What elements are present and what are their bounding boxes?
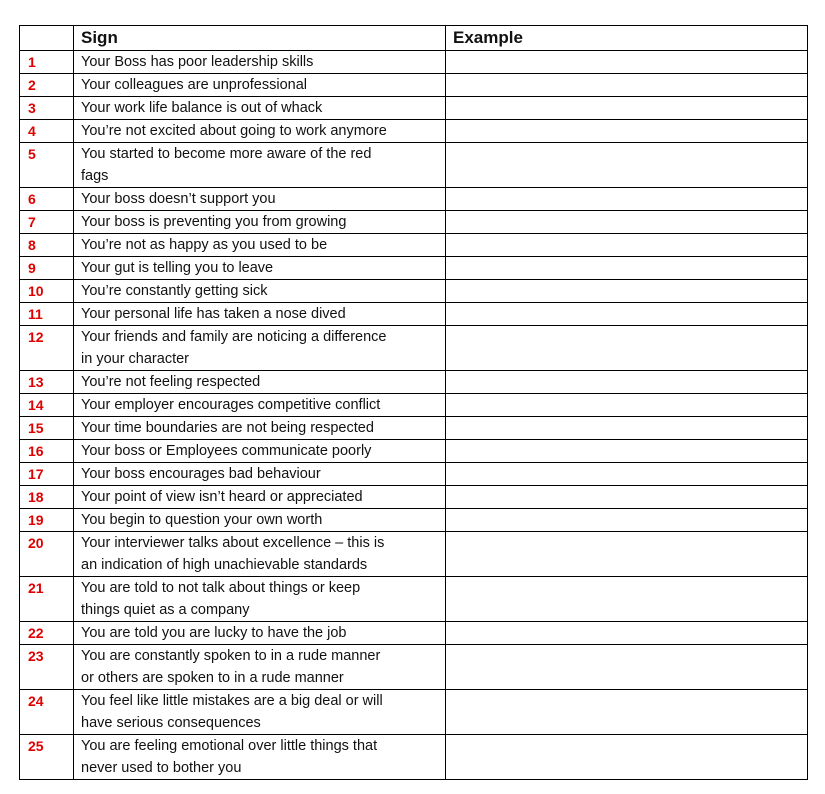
table-row bbox=[20, 143, 808, 188]
row-number: 22 bbox=[20, 622, 74, 645]
table-row bbox=[20, 690, 808, 735]
signs-table bbox=[19, 25, 808, 780]
table-row bbox=[20, 440, 808, 463]
table-row bbox=[20, 532, 808, 577]
table-row bbox=[20, 394, 808, 417]
example-cell[interactable] bbox=[446, 509, 808, 532]
row-number: 12 bbox=[20, 326, 74, 371]
table-row bbox=[20, 622, 808, 645]
sign-cell: Your work life balance is out of whack bbox=[74, 97, 446, 120]
row-number: 11 bbox=[20, 303, 74, 326]
row-number: 23 bbox=[20, 645, 74, 690]
row-number: 7 bbox=[20, 211, 74, 234]
example-cell[interactable] bbox=[446, 234, 808, 257]
table-row bbox=[20, 51, 808, 74]
row-number: 9 bbox=[20, 257, 74, 280]
row-number: 17 bbox=[20, 463, 74, 486]
example-cell[interactable] bbox=[446, 735, 808, 780]
row-number: 20 bbox=[20, 532, 74, 577]
example-cell[interactable] bbox=[446, 280, 808, 303]
row-number: 3 bbox=[20, 97, 74, 120]
table-row bbox=[20, 257, 808, 280]
sign-cell: You are feeling emotional over little things that never used to bother you bbox=[74, 735, 446, 780]
table-row bbox=[20, 120, 808, 143]
sign-cell: You started to become more aware of the red fags bbox=[74, 143, 446, 188]
example-cell[interactable] bbox=[446, 257, 808, 280]
table-row bbox=[20, 234, 808, 257]
row-number: 18 bbox=[20, 486, 74, 509]
sign-cell: Your boss doesn’t support you bbox=[74, 188, 446, 211]
table-row bbox=[20, 326, 808, 371]
example-cell[interactable] bbox=[446, 486, 808, 509]
example-cell[interactable] bbox=[446, 97, 808, 120]
sign-cell: Your time boundaries are not being respected bbox=[74, 417, 446, 440]
table-row bbox=[20, 463, 808, 486]
sign-cell: You are told to not talk about things or keep things quiet as a company bbox=[74, 577, 446, 622]
sign-cell: You are told you are lucky to have the job bbox=[74, 622, 446, 645]
table-row bbox=[20, 303, 808, 326]
table-row bbox=[20, 509, 808, 532]
table-row bbox=[20, 371, 808, 394]
example-cell[interactable] bbox=[446, 394, 808, 417]
row-number: 25 bbox=[20, 735, 74, 780]
example-cell[interactable] bbox=[446, 51, 808, 74]
example-cell[interactable] bbox=[446, 371, 808, 394]
table-row bbox=[20, 211, 808, 234]
sign-cell: Your Boss has poor leadership skills bbox=[74, 51, 446, 74]
example-cell[interactable] bbox=[446, 417, 808, 440]
sign-cell: Your employer encourages competitive conflict bbox=[74, 394, 446, 417]
header-row bbox=[20, 26, 808, 51]
example-cell[interactable] bbox=[446, 622, 808, 645]
sign-cell: You are constantly spoken to in a rude manner or others are spoken to in a rude manner bbox=[74, 645, 446, 690]
row-number: 14 bbox=[20, 394, 74, 417]
example-header: Example bbox=[446, 26, 808, 51]
example-cell[interactable] bbox=[446, 326, 808, 371]
example-cell[interactable] bbox=[446, 120, 808, 143]
sign-cell: You’re not as happy as you used to be bbox=[74, 234, 446, 257]
sign-cell: Your point of view isn’t heard or appreciated bbox=[74, 486, 446, 509]
row-number: 16 bbox=[20, 440, 74, 463]
table-row bbox=[20, 280, 808, 303]
example-cell[interactable] bbox=[446, 440, 808, 463]
sign-cell: You feel like little mistakes are a big deal or will have serious consequences bbox=[74, 690, 446, 735]
sign-cell: You’re not excited about going to work anymore bbox=[74, 120, 446, 143]
sign-cell: Your colleagues are unprofessional bbox=[74, 74, 446, 97]
example-cell[interactable] bbox=[446, 532, 808, 577]
sign-cell: You’re constantly getting sick bbox=[74, 280, 446, 303]
row-number: 15 bbox=[20, 417, 74, 440]
table-row bbox=[20, 97, 808, 120]
table-row bbox=[20, 74, 808, 97]
example-cell[interactable] bbox=[446, 463, 808, 486]
sign-cell: Your boss encourages bad behaviour bbox=[74, 463, 446, 486]
sign-cell: Your boss is preventing you from growing bbox=[74, 211, 446, 234]
sign-cell: Your interviewer talks about excellence – this is an indication of high unachievable standards bbox=[74, 532, 446, 577]
sign-cell: Your boss or Employees communicate poorly bbox=[74, 440, 446, 463]
row-number: 4 bbox=[20, 120, 74, 143]
row-number: 10 bbox=[20, 280, 74, 303]
example-cell[interactable] bbox=[446, 690, 808, 735]
sign-cell: Your gut is telling you to leave bbox=[74, 257, 446, 280]
row-number: 5 bbox=[20, 143, 74, 188]
table-row bbox=[20, 417, 808, 440]
row-number: 21 bbox=[20, 577, 74, 622]
row-number: 6 bbox=[20, 188, 74, 211]
row-number: 24 bbox=[20, 690, 74, 735]
row-number: 19 bbox=[20, 509, 74, 532]
number-header bbox=[20, 26, 74, 51]
table-row bbox=[20, 645, 808, 690]
example-cell[interactable] bbox=[446, 303, 808, 326]
row-number: 8 bbox=[20, 234, 74, 257]
example-cell[interactable] bbox=[446, 74, 808, 97]
table-row bbox=[20, 188, 808, 211]
sign-cell: You’re not feeling respected bbox=[74, 371, 446, 394]
example-cell[interactable] bbox=[446, 211, 808, 234]
row-number: 13 bbox=[20, 371, 74, 394]
example-cell[interactable] bbox=[446, 577, 808, 622]
example-cell[interactable] bbox=[446, 188, 808, 211]
table-row bbox=[20, 577, 808, 622]
table-row bbox=[20, 486, 808, 509]
row-number: 2 bbox=[20, 74, 74, 97]
sign-cell: You begin to question your own worth bbox=[74, 509, 446, 532]
example-cell[interactable] bbox=[446, 645, 808, 690]
table-body bbox=[20, 51, 808, 780]
row-number: 1 bbox=[20, 51, 74, 74]
sign-cell: Your friends and family are noticing a difference in your character bbox=[74, 326, 446, 371]
table-row bbox=[20, 735, 808, 780]
example-cell[interactable] bbox=[446, 143, 808, 188]
sign-header: Sign bbox=[74, 26, 446, 51]
sign-cell: Your personal life has taken a nose dived bbox=[74, 303, 446, 326]
